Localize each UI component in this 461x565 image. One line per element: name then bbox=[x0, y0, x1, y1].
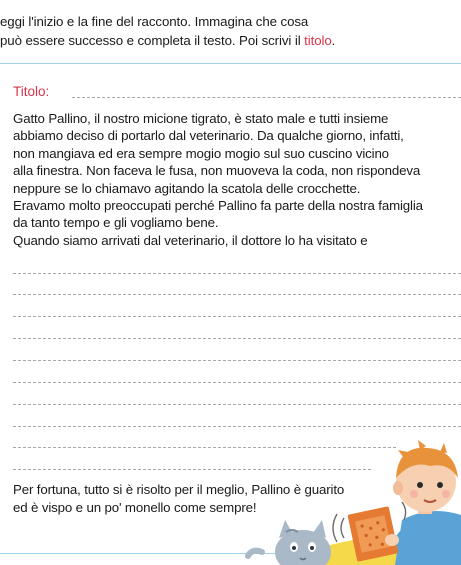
instructions-title-highlight: titolo bbox=[304, 32, 332, 48]
story-line: Gatto Pallino, il nostro micione tigrato, è stato male e tutti insieme bbox=[13, 111, 389, 126]
instructions-period: . bbox=[331, 32, 336, 48]
story-line: abbiamo deciso di portarlo dal veterinario. Da qualche giorno, infatti, bbox=[13, 128, 404, 144]
story-line: alla finestra. Non faceva le fusa, non muoveva la coda, non rispondeva bbox=[13, 163, 421, 179]
story-line: non mangiava ed era sempre mogio mogio sul suo cuscino vicino bbox=[13, 145, 389, 161]
ending-line: ed è vispo e un po' monello come sempre! bbox=[13, 499, 257, 515]
title-label: Titolo: bbox=[13, 84, 50, 99]
ending-line: Per fortuna, tutto si è risolto per il meglio, Pallino è guarito bbox=[13, 482, 345, 497]
cat-icon bbox=[248, 520, 331, 565]
instructions-line-1: eggi l'inizio e la fine del racconto. Immagina che cosa bbox=[0, 14, 309, 29]
instructions-text: può essere successo e completa il testo. Poi scrivi il bbox=[0, 32, 305, 48]
story-line: neppure se lo chiamavo agitando la scatola delle crocchette. bbox=[13, 180, 361, 196]
story-line: Eravamo molto preoccupati perché Pallino fa parte della nostra famiglia bbox=[13, 198, 423, 214]
story-line: Quando siamo arrivati dal veterinario, il dottore lo ha visitato e bbox=[13, 232, 368, 248]
story-line: da tanto tempo e gli vogliamo bene. bbox=[13, 215, 219, 231]
